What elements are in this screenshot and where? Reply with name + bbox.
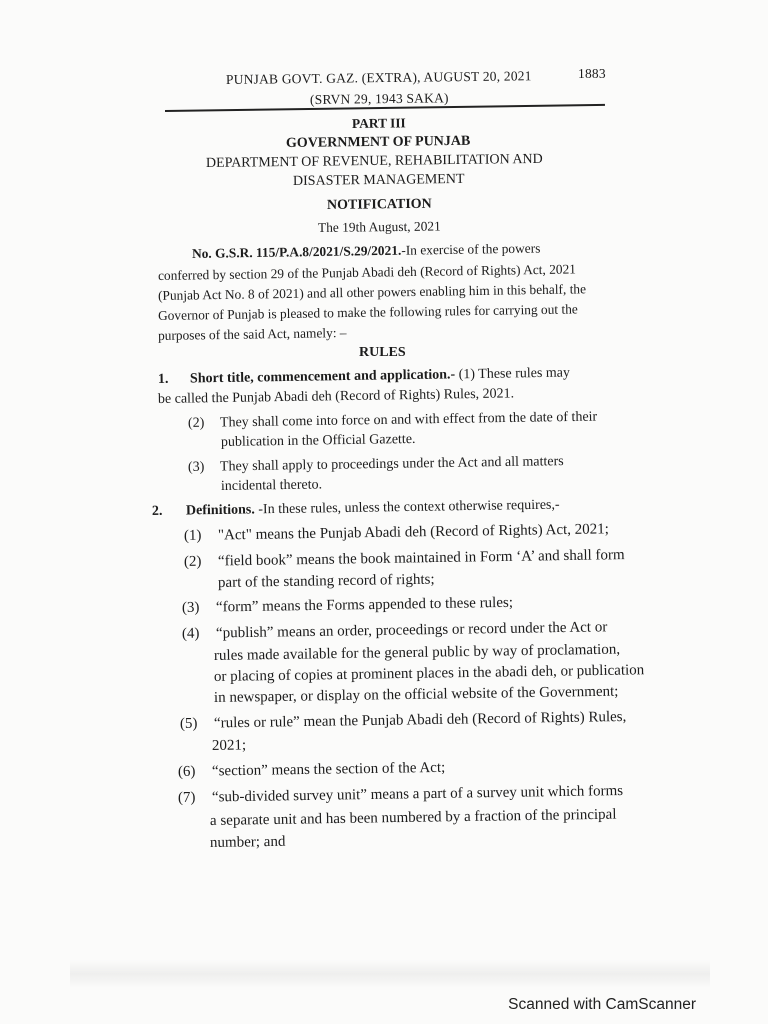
saka-date: (SRVN 29, 1943 SAKA): [309, 90, 449, 107]
definition-item-3: [182, 595, 513, 617]
preamble-line1-rest: -In exercise of the powers: [401, 240, 541, 258]
definition-item-5-line2: 2021;: [211, 737, 247, 754]
definition-text: “publish” means an order, proceedings or record under the Act or: [215, 619, 608, 642]
definition-item-4: [182, 619, 608, 643]
rule1-sub3-text: They shall apply to proceedings under the Act and all matters: [219, 454, 564, 475]
rule1-sub2-line2: publication in the Official Gazette.: [220, 431, 416, 450]
gsr-number: No. G.S.R. 115/P.A.8/2021/S.29/2021.: [191, 242, 402, 261]
definition-number: (1): [183, 527, 202, 544]
government-title: GOVERNMENT OF PUNJAB: [285, 133, 471, 151]
rule2-title: Definitions.: [185, 502, 255, 519]
notification-date: The 19th August, 2021: [317, 218, 441, 235]
rule2-heading: [152, 498, 560, 520]
preamble-line2: conferred by section 29 of the Punjab Abadi deh (Record of Rights) Act, 2021: [157, 261, 577, 283]
rule2-number: 2.: [151, 503, 163, 519]
rule1-sub2-text: They shall come into force on and with effect from the date of their: [219, 409, 598, 431]
definition-text: “field book” means the book maintained in Form ‘A’ and shall form: [217, 547, 625, 570]
department-title-line1: DEPARTMENT OF REVENUE, REHABILITATION AND: [205, 151, 543, 171]
definition-text: “sub-divided survey unit” means a part of a survey unit which forms: [211, 783, 624, 806]
rule1-line2: be called the Punjab Abadi deh (Record of Rights) Rules, 2021.: [157, 386, 515, 407]
preamble-line4: Governor of Punjab is pleased to make the following rules for carrying out the: [157, 301, 578, 323]
definition-item-1: [184, 521, 609, 545]
definition-item-7-line3: number; and: [209, 833, 286, 851]
page-number: 1883: [578, 66, 606, 81]
department-title-line2: DISASTER MANAGEMENT: [292, 171, 465, 189]
definition-item-4-line4: in newspaper, or display on the official website of the Government;: [213, 683, 619, 706]
definition-text: "Act" means the Punjab Abadi deh (Record of Rights) Act, 2021;: [217, 521, 610, 544]
definition-item-7-line2: a separate unit and has been numbered by a fraction of the principal: [209, 806, 617, 829]
definition-number: (2): [183, 553, 202, 570]
part-title: PART III: [351, 115, 406, 131]
definition-number: (5): [179, 715, 198, 732]
gazette-header: PUNJAB GOVT. GAZ. (EXTRA), AUGUST 20, 2021: [225, 68, 532, 87]
definition-item-6: [178, 760, 445, 781]
definition-item-5: [180, 709, 627, 733]
preamble-line1: [192, 241, 541, 262]
rule1-line1: [158, 366, 570, 388]
notification-title: NOTIFICATION: [326, 196, 432, 213]
definition-text: “form” means the Forms appended to these rules;: [215, 594, 514, 616]
rule1-sub3-number: (3): [187, 459, 205, 475]
rule1-number: 1.: [157, 371, 169, 387]
page-bottom-shadow: [70, 960, 710, 988]
definition-text: “section” means the section of the Act;: [211, 759, 446, 780]
rule2-intro: -In these rules, unless the context otherwise requires,-: [254, 497, 560, 518]
definition-number: (7): [177, 789, 196, 806]
definition-item-7: [178, 783, 623, 807]
definition-number: (3): [181, 599, 200, 616]
definition-number: (6): [177, 763, 196, 780]
definition-text: “rules or rule” mean the Punjab Abadi deh (Record of Rights) Rules,: [213, 708, 627, 732]
camscanner-watermark: Scanned with CamScanner: [508, 996, 696, 1013]
definition-item-4-line2: rules made available for the general public by way of proclamation,: [213, 641, 621, 664]
rule1-sub2-number: (2): [187, 415, 205, 431]
definition-item-2: [184, 547, 625, 571]
rule1-title: Short title, commencement and application.-: [189, 367, 456, 387]
rule1-sub2-line1: [188, 410, 597, 432]
definition-item-2-line2: part of the standing record of rights;: [217, 571, 435, 591]
rule1-line1-rest: (1) These rules may: [458, 365, 571, 383]
definition-item-4-line3: or placing of copies at prominent places in the abadi deh, or publication: [213, 662, 645, 685]
rule1-sub3-line1: [188, 454, 564, 476]
rule1-sub3-line2: incidental thereto.: [220, 477, 323, 494]
definition-number: (4): [181, 625, 200, 642]
rules-heading: RULES: [359, 345, 406, 360]
preamble-line3: (Punjab Act No. 8 of 2021) and all other powers enabling him in this behalf, the: [157, 281, 587, 303]
preamble-line5: purposes of the said Act, namely: –: [157, 325, 347, 343]
